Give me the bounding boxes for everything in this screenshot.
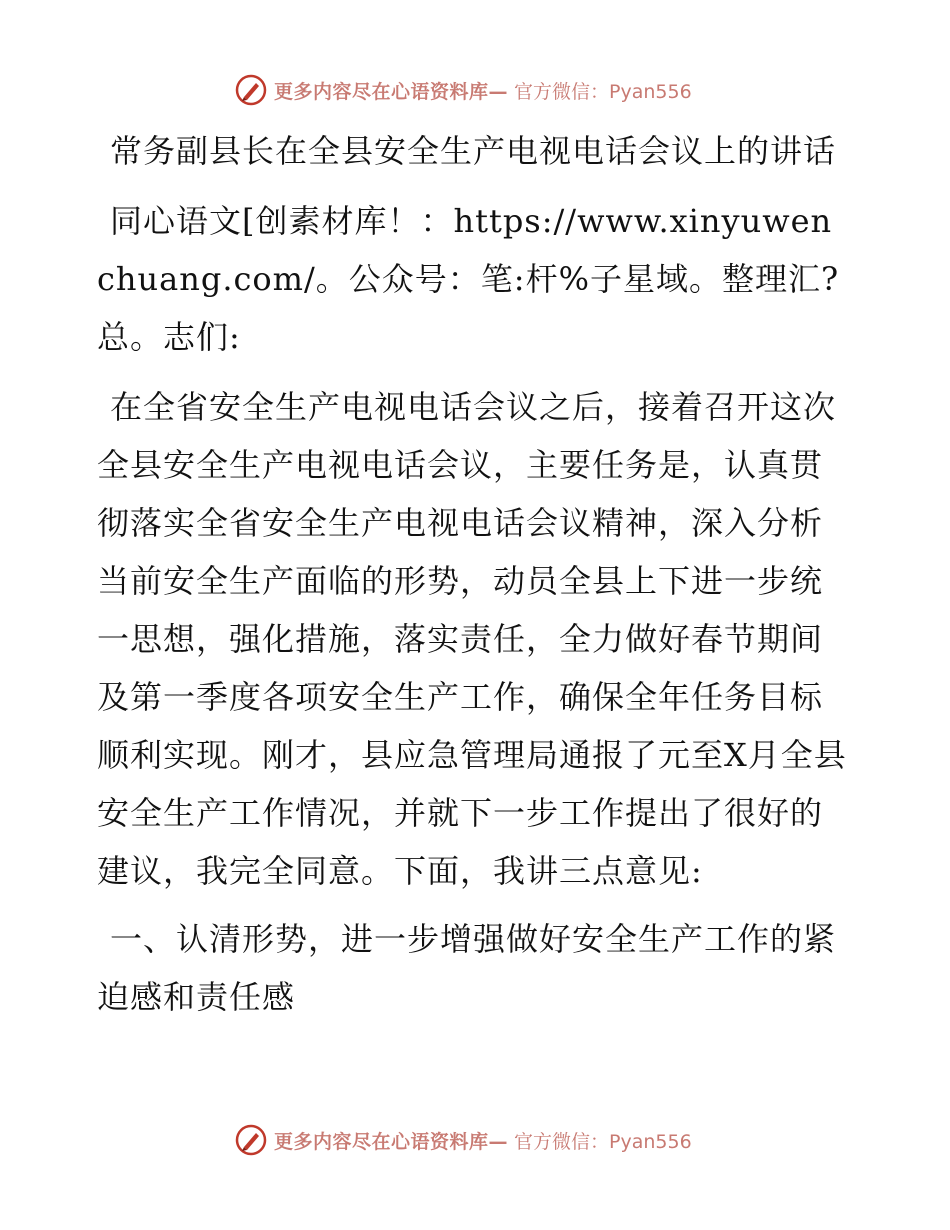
section-heading-1: 一、认清形势，进一步增强做好安全生产工作的紧迫感和责任感 xyxy=(97,920,837,1016)
banner-contact: 官方微信：Pyan556 xyxy=(514,1130,692,1153)
source-line: 同心语文[创素材库！：https://www.xinyuwenchuang.com/。公众号：笔:杆%子星域。整理汇?总。志们: xyxy=(97,202,840,356)
banner-contact: 官方微信：Pyan556 xyxy=(514,80,692,103)
header-banner xyxy=(234,70,692,110)
document-title: 常务副县长在全县安全生产电视电话会议上的讲话 xyxy=(110,132,837,170)
pen-logo-icon xyxy=(234,1123,268,1157)
pen-logo-icon xyxy=(234,73,268,107)
banner-text: 更多内容尽在心语资料库— xyxy=(274,80,509,103)
banner-text: 更多内容尽在心语资料库— xyxy=(274,1130,509,1153)
document-body xyxy=(97,122,851,1026)
footer-banner xyxy=(234,1120,692,1160)
paragraph-1: 在全省安全生产电视电话会议之后，接着召开这次全县安全生产电视电话会议，主要任务是，认真贯彻落实全省安全生产电视电话会议精神，深入分析当前安全生产面临的形势，动员全县上下进一步统一思想，强化措施，落实责任，全力做好春节期间及第一季度各项安全生产工作，确保全年任务目标顺利实现。刚才，县应急管理局通报了元至X月全县安全生产工作情况，并就下一步工作提出了很好的建议，我完全同意。下面，我讲三点意见: xyxy=(97,388,847,890)
